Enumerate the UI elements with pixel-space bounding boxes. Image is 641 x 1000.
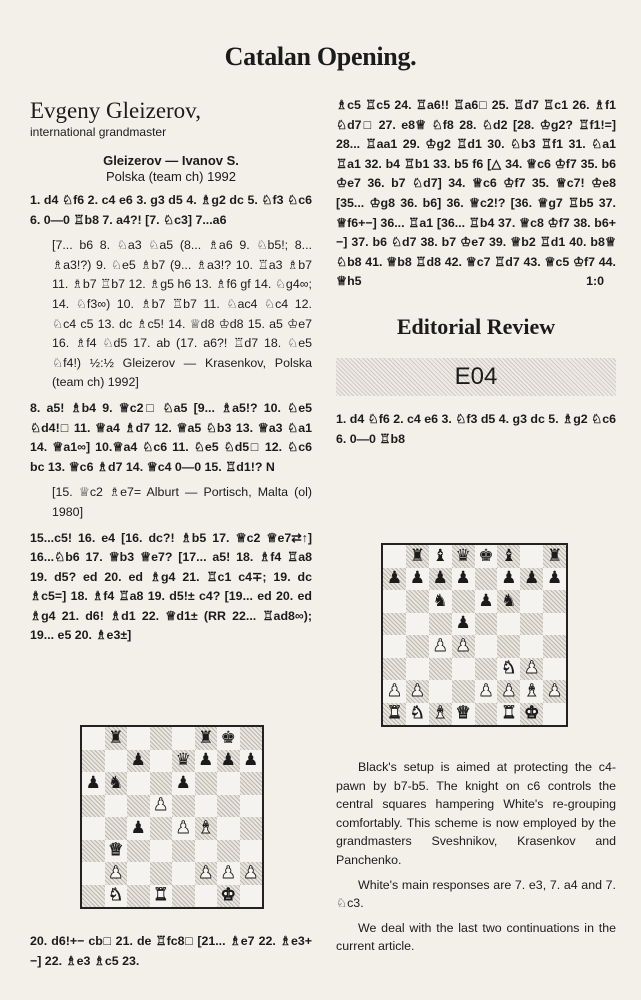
board-square <box>543 545 566 568</box>
board-square <box>82 885 105 908</box>
white-pawn-icon: ♟ <box>243 862 259 883</box>
chess-diagram-left <box>80 725 264 909</box>
board-square <box>497 613 520 636</box>
white-knight-icon: ♞ <box>108 885 124 906</box>
white-pawn-icon: ♟ <box>153 795 169 816</box>
board-square <box>217 817 240 840</box>
board-square <box>429 680 452 703</box>
board-square <box>406 635 429 658</box>
board-square <box>383 658 406 681</box>
white-rook-icon: ♜ <box>501 703 517 724</box>
board-square <box>240 862 263 885</box>
white-pawn-icon: ♟ <box>478 680 494 701</box>
board-square <box>429 658 452 681</box>
board-square <box>429 568 452 591</box>
board-square <box>150 885 173 908</box>
board-square <box>543 680 566 703</box>
white-queen-icon: ♛ <box>108 840 124 861</box>
white-knight-icon: ♞ <box>501 658 517 679</box>
board-square <box>150 750 173 773</box>
board-square <box>240 750 263 773</box>
board-square <box>82 772 105 795</box>
board-square <box>105 817 128 840</box>
eco-code-banner <box>336 358 616 396</box>
black-pawn-icon: ♟ <box>524 568 540 589</box>
white-pawn-icon: ♟ <box>501 680 517 701</box>
board-square <box>543 568 566 591</box>
black-pawn-icon: ♟ <box>455 568 471 589</box>
board-square <box>172 885 195 908</box>
board-square <box>383 545 406 568</box>
board-square <box>475 635 498 658</box>
board-square <box>543 635 566 658</box>
board-square <box>105 885 128 908</box>
board-square <box>195 862 218 885</box>
board-square <box>429 635 452 658</box>
board-square <box>150 817 173 840</box>
black-pawn-icon: ♟ <box>409 568 425 589</box>
board-square <box>240 840 263 863</box>
board-square <box>406 613 429 636</box>
board-square <box>240 772 263 795</box>
board-square <box>475 545 498 568</box>
black-pawn-icon: ♟ <box>546 568 563 589</box>
board-square <box>217 727 240 750</box>
board-square <box>127 817 150 840</box>
board-square <box>127 772 150 795</box>
black-knight-icon: ♞ <box>108 772 124 793</box>
board-square <box>497 680 520 703</box>
black-pawn-icon: ♟ <box>198 750 214 771</box>
board-square <box>452 680 475 703</box>
board-square <box>127 795 150 818</box>
board-square <box>383 635 406 658</box>
game-result: 1:0 <box>586 274 604 289</box>
board-square <box>240 885 263 908</box>
white-king-icon: ♚ <box>524 703 540 724</box>
board-square <box>497 703 520 726</box>
board-square <box>172 862 195 885</box>
page-title: Catalan Opening. <box>224 42 417 71</box>
black-queen-icon: ♛ <box>455 545 471 566</box>
white-rook-icon: ♜ <box>153 885 169 906</box>
black-pawn-icon: ♟ <box>85 772 101 793</box>
black-knight-icon: ♞ <box>432 590 448 611</box>
eco-code: E04 <box>454 362 498 390</box>
white-pawn-icon: ♟ <box>175 817 191 838</box>
white-pawn-icon: ♟ <box>455 635 471 656</box>
board-square <box>520 613 543 636</box>
black-pawn-icon: ♟ <box>220 750 236 771</box>
board-square <box>172 817 195 840</box>
board-square <box>240 727 263 750</box>
white-bishop-icon: ♝ <box>198 817 214 838</box>
board-square <box>172 750 195 773</box>
board-square <box>520 658 543 681</box>
board-square <box>497 590 520 613</box>
board-square <box>429 613 452 636</box>
game-event: Polska (team ch) 1992 <box>105 169 237 184</box>
board-square <box>497 568 520 591</box>
board-square <box>150 862 173 885</box>
board-square <box>475 568 498 591</box>
board-square <box>406 703 429 726</box>
white-rook-icon: ♜ <box>386 703 403 724</box>
annotation-paragraph-2: [15. ♕c2 ♗e7= Alburt — Portisch, Malta (ol) 1980] <box>52 485 312 519</box>
moves-paragraph-5 <box>336 96 616 292</box>
board-square <box>383 703 406 726</box>
board-square <box>82 840 105 863</box>
game-header <box>30 153 312 185</box>
black-pawn-icon: ♟ <box>130 750 146 771</box>
board-square <box>105 862 128 885</box>
board-square <box>127 727 150 750</box>
board-square <box>543 590 566 613</box>
white-queen-icon: ♛ <box>455 703 471 724</box>
board-square <box>475 703 498 726</box>
board-square <box>82 727 105 750</box>
moves-paragraph-2: 8. a5! ♗b4 9. ♕c2□ ♘a5 [9... ♗a5!? 10. ♘e5 ♘d4!□ 11. ♕a4 ♗d7 12. ♕a5 ♘b3 13. ♕a3 ♘a1 14. ♕a1∞] 10.♕a4 ♘c6 11. ♘e5 ♘d5□ 12. ♘c6 bc 13. ♕c6 ♗d7 14. ♕c4 0—0 15. ♖d1!? N <box>30 400 312 474</box>
board-square <box>543 658 566 681</box>
moves-paragraph-3: 15...c5! 16. e4 [16. dc?! ♗b5 17. ♕c2 ♕e7⇄↑] 16...♘b6 17. ♕b3 ♕e7? [17... a5! 18. ♗f4 ♖a8 19. d5? ed 20. ed ♗g4 21. ♖c1 c4∓; 19. dc ♗c5=] 18. ♗f4 ♖a8 19. d5!± c4? [19... ed 20. ed ♗g4 21. d6! ♗d1 22. ♕d1± (RR 22... ♖ad8∞); 19... e5 20. ♗e3±] <box>30 530 312 643</box>
board-square <box>217 750 240 773</box>
board-square <box>217 772 240 795</box>
black-king-icon: ♚ <box>220 727 236 748</box>
board-square <box>475 590 498 613</box>
board-square <box>172 795 195 818</box>
board-square <box>543 703 566 726</box>
board-square <box>475 658 498 681</box>
black-pawn-icon: ♟ <box>432 568 448 589</box>
white-pawn-icon: ♟ <box>220 862 236 883</box>
white-knight-icon: ♞ <box>409 703 425 724</box>
board-square <box>406 658 429 681</box>
white-king-icon: ♚ <box>220 885 236 906</box>
board-square <box>406 590 429 613</box>
board-square <box>452 590 475 613</box>
black-pawn-icon: ♟ <box>386 568 403 589</box>
board-square <box>383 590 406 613</box>
board-square <box>105 750 128 773</box>
black-pawn-icon: ♟ <box>130 817 146 838</box>
board-square <box>195 817 218 840</box>
board-square <box>150 840 173 863</box>
white-pawn-icon: ♟ <box>432 635 448 656</box>
board-square <box>172 840 195 863</box>
black-pawn-icon: ♟ <box>501 568 517 589</box>
board-square <box>217 862 240 885</box>
black-pawn-icon: ♟ <box>455 613 471 634</box>
board-square <box>105 795 128 818</box>
board-square <box>497 635 520 658</box>
board-square <box>429 590 452 613</box>
moves-paragraph-4: 20. d6!+− cb□ 21. de ♖fc8□ [21... ♗e7 22. ♗e3+−] 22. ♗e3 ♗c5 23. <box>30 934 312 968</box>
right-column <box>336 96 616 449</box>
board-square <box>82 862 105 885</box>
board-square <box>520 703 543 726</box>
board-square <box>150 772 173 795</box>
board-square <box>240 795 263 818</box>
black-rook-icon: ♜ <box>108 727 124 748</box>
board-square <box>383 613 406 636</box>
white-bishop-icon: ♝ <box>432 703 448 724</box>
board-square <box>429 545 452 568</box>
white-pawn-icon: ♟ <box>524 658 540 679</box>
board-square <box>452 613 475 636</box>
board-square <box>520 568 543 591</box>
board-square <box>217 840 240 863</box>
black-queen-icon: ♛ <box>175 750 191 771</box>
white-pawn-icon: ♟ <box>409 680 425 701</box>
board-square <box>195 727 218 750</box>
black-pawn-icon: ♟ <box>243 750 259 771</box>
board-square <box>452 703 475 726</box>
board-square <box>497 545 520 568</box>
bleed-through-text <box>300 6 630 46</box>
black-pawn-icon: ♟ <box>175 772 191 793</box>
board-square <box>383 680 406 703</box>
game-players: Gleizerov — Ivanov S. <box>103 153 239 168</box>
board-square <box>497 658 520 681</box>
board-square <box>105 772 128 795</box>
board-square <box>195 772 218 795</box>
board-square <box>520 635 543 658</box>
author-title: international grandmaster <box>30 125 167 139</box>
white-pawn-icon: ♟ <box>386 680 403 701</box>
board-square <box>452 545 475 568</box>
board-square <box>105 840 128 863</box>
board-square <box>452 568 475 591</box>
board-square <box>105 727 128 750</box>
board-square <box>150 795 173 818</box>
author-name: Evgeny Gleizerov, <box>30 98 201 123</box>
board-square <box>127 750 150 773</box>
board-square <box>520 545 543 568</box>
board-square <box>127 862 150 885</box>
board-square <box>543 613 566 636</box>
black-king-icon: ♚ <box>478 545 494 566</box>
white-bishop-icon: ♝ <box>524 680 540 701</box>
editorial-paragraph-2: White's main responses are 7. e3, 7. a4 and 7. ♘c3. <box>336 877 616 911</box>
black-rook-icon: ♜ <box>198 727 214 748</box>
board-square <box>383 568 406 591</box>
moves-paragraph-1: 1. d4 ♘f6 2. c4 e6 3. g3 d5 4. ♗g2 dc 5. ♘f3 ♘c6 6. 0—0 ♖b8 7. a4?! [7. ♘c3] 7...a6 <box>30 193 312 227</box>
board-square <box>452 635 475 658</box>
board-square <box>520 680 543 703</box>
annotation-paragraph-1: [7... b6 8. ♘a3 ♘a5 (8... ♗a6 9. ♘b5!; 8... ♗a3!?) 9. ♘e5 ♗b7 (9... ♗a3!? 10. ♖a3 ♗b7 11. ♗b7 ♖b7 12. ♗g5 h6 13. ♗f6 gf 14. ♘g4∞; 14. ♘f3∞) 10. ♗b7 ♖b7 11. ♘ac4 ♘c4 12. ♘c4 c5 13. dc ♗c5! 14. ♕d8 ♔d8 15. a5 ♔e7 16. ♗f4 ♘d5 17. ab (17. a6?! ♖d7 18. ♘e5 ♘f4!) ½:½ Gleizerov — Krasenkov, Polska (team ch) 1992] <box>52 238 312 390</box>
board-square <box>452 658 475 681</box>
chess-diagram-right <box>381 543 568 727</box>
editorial-moves: 1. d4 ♘f6 2. c4 e6 3. ♘f3 d5 4. g3 dc 5. ♗g2 ♘c6 6. 0—0 ♖b8 <box>336 411 616 446</box>
editorial-heading: Editorial Review <box>396 313 556 339</box>
board-square <box>520 590 543 613</box>
board-square <box>127 840 150 863</box>
board-square <box>127 885 150 908</box>
board-square <box>240 817 263 840</box>
white-pawn-icon: ♟ <box>108 862 124 883</box>
board-square <box>172 772 195 795</box>
board-square <box>150 727 173 750</box>
white-pawn-icon: ♟ <box>198 862 214 883</box>
board-square <box>82 795 105 818</box>
black-rook-icon: ♜ <box>409 545 425 566</box>
board-square <box>195 795 218 818</box>
editorial-paragraph-1: Black's setup is aimed at protecting the c4-pawn by b7-b5. The knight on c6 controls the central squares hampering White's re-grouping comfortably. This scheme is now employed by the grandmasters Sveshnikov, Krasenkov and Panchenko. <box>336 760 616 867</box>
left-column <box>30 92 312 646</box>
black-pawn-icon: ♟ <box>478 590 494 611</box>
black-bishop-icon: ♝ <box>432 545 448 566</box>
board-square <box>195 885 218 908</box>
board-square <box>217 885 240 908</box>
board-square <box>82 750 105 773</box>
board-square <box>429 703 452 726</box>
board-square <box>82 817 105 840</box>
board-square <box>172 727 195 750</box>
black-rook-icon: ♜ <box>546 545 563 566</box>
board-square <box>217 795 240 818</box>
moves-continuation: ♗c5 ♖c5 24. ♖a6!! ♖a6□ 25. ♖d7 ♖c1 26. ♗f1 ♘d7□ 27. e8♕ ♘f8 28. ♘d2 [28. ♔g2? ♖f1!=] 28... ♖aa1 29. ♔g2 ♖d1 30. ♘b3 ♖f1 31. ♘a1 ♖a1 32. b4 ♖b1 33. b5 f6 [△ 34. ♕c6 ♔f7 35. b6 ♔e7 36. b7 ♘d7] 34. ♕c6 ♔f7 35. ♕c7! ♔e8 [35... ♔g8 36. b6] 36. ♕c2!? [36. ♕g7 ♖b5 37. ♕f6+−] 36... ♖a1 [36... ♖b4 37. ♕c8 ♔f7 38. b6+−] 37. b6 ♘d7 38. b7 ♔e7 39. ♕b2 ♖d1 40. b8♕ ♘b8 41. ♕b8 ♖d8 42. ♕c7 ♖d7 43. ♕c5 ♔f7 44. ♕h5 <box>336 98 616 289</box>
board-square <box>406 568 429 591</box>
board-square <box>195 840 218 863</box>
editorial-text <box>336 758 616 956</box>
white-pawn-icon: ♟ <box>546 680 563 701</box>
board-square <box>475 680 498 703</box>
editorial-paragraph-3: We deal with the last two continuations in the current article. <box>336 920 616 954</box>
black-knight-icon: ♞ <box>501 590 517 611</box>
board-square <box>475 613 498 636</box>
board-square <box>195 750 218 773</box>
board-square <box>406 545 429 568</box>
black-bishop-icon: ♝ <box>501 545 517 566</box>
board-square <box>406 680 429 703</box>
